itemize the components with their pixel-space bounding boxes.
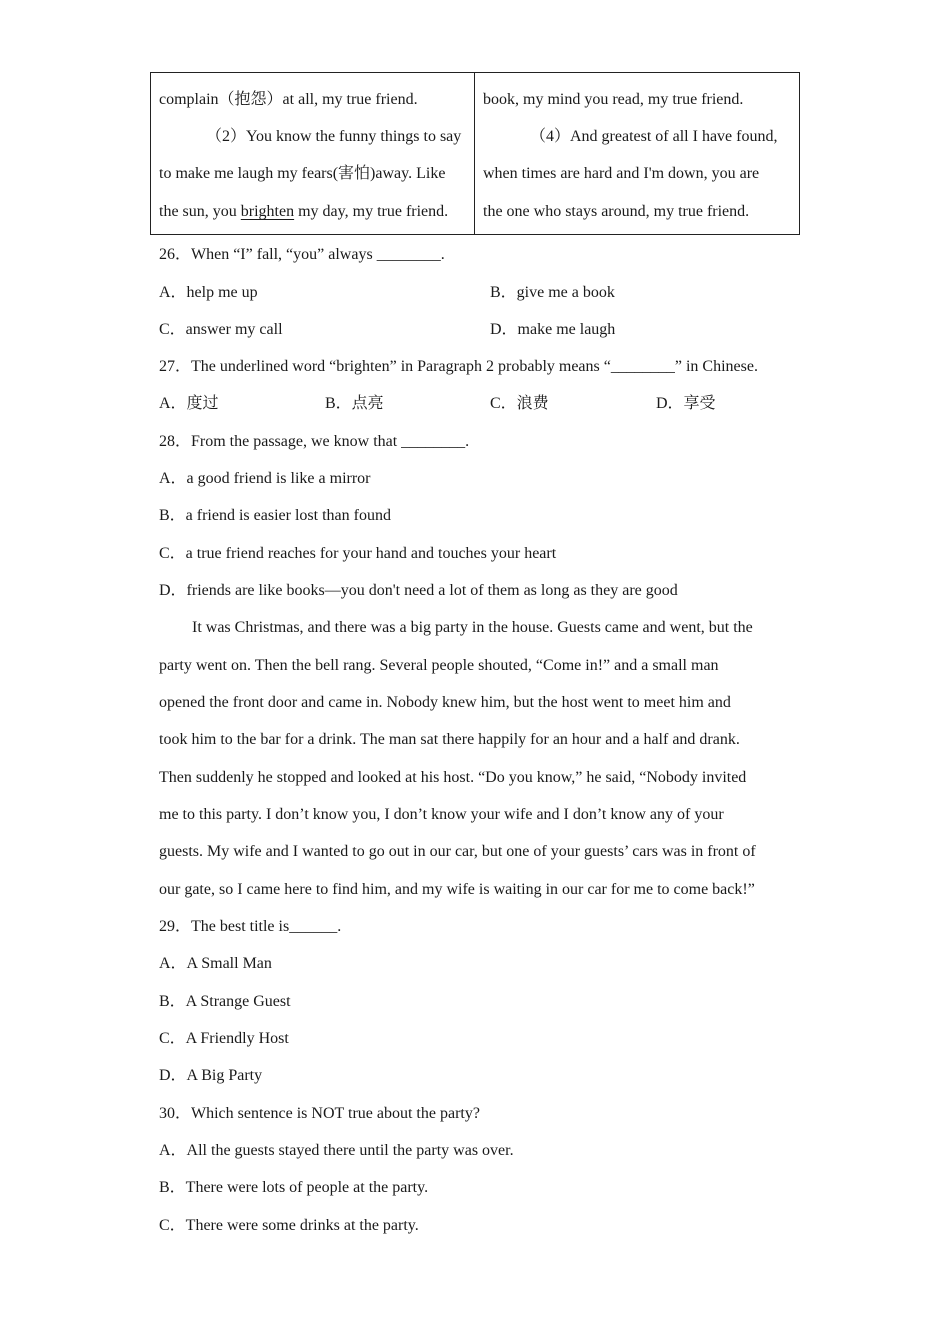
right-cell-line-2: （4）And greatest of all I have found,: [530, 128, 778, 145]
question-30-stem: 30．Which sentence is NOT true about the party?: [159, 1105, 480, 1122]
question-29-option-c: C．A Friendly Host: [159, 1030, 289, 1047]
question-26-stem: 26．When “I” fall, “you” always ________.: [159, 246, 445, 263]
question-30-option-c: C．There were some drinks at the party.: [159, 1217, 419, 1234]
passage-line-6: me to this party. I don’t know you, I don’t know your wife and I don’t know any of your: [159, 806, 724, 823]
question-27-option-a: A．度过: [159, 395, 219, 412]
question-26-option-c: C．answer my call: [159, 321, 283, 338]
question-28-option-b: B．a friend is easier lost than found: [159, 507, 391, 524]
question-29-option-d: D．A Big Party: [159, 1067, 263, 1084]
passage-line-2: party went on. Then the bell rang. Several people shouted, “Come in!” and a small man: [159, 657, 719, 674]
question-27-stem: 27．The underlined word “brighten” in Paragraph 2 probably means “________” in Chinese.: [159, 358, 758, 375]
poem-table: [150, 72, 800, 235]
question-27-option-b: B．点亮: [325, 395, 384, 412]
passage-line-8: our gate, so I came here to find him, and my wife is waiting in our car for me to come back!”: [159, 881, 755, 898]
question-30-option-b: B．There were lots of people at the party.: [159, 1179, 429, 1196]
question-29-stem: 29．The best title is______.: [159, 918, 342, 935]
left-cell-line-4: [159, 202, 448, 222]
passage-line-4: took him to the bar for a drink. The man sat there happily for an hour and a half and drank.: [159, 731, 740, 748]
left-cell-line-2: （2）You know the funny things to say: [206, 128, 462, 145]
question-29-option-a: A．A Small Man: [159, 955, 272, 972]
question-28-option-a: A．a good friend is like a mirror: [159, 470, 371, 487]
question-26-option-b: B．give me a book: [490, 284, 615, 301]
question-27-option-d: D．享受: [656, 395, 716, 412]
right-cell-line-3: when times are hard and I'm down, you are: [483, 165, 760, 182]
poem-table-left-cell: [151, 73, 475, 234]
passage-line-5: Then suddenly he stopped and looked at his host. “Do you know,” he said, “Nobody invited: [159, 769, 747, 786]
passage-line-7: guests. My wife and I wanted to go out in our car, but one of your guests’ cars was in front of: [159, 843, 756, 860]
question-28-stem: 28．From the passage, we know that ________.: [159, 433, 470, 450]
question-28-option-d: D．friends are like books—you don't need a lot of them as long as they are good: [159, 582, 678, 599]
question-29-option-b: B．A Strange Guest: [159, 993, 291, 1010]
question-27-option-c: C．浪费: [490, 395, 549, 412]
right-cell-line-4: the one who stays around, my true friend.: [483, 203, 750, 220]
poem-table-right-cell: [475, 73, 799, 234]
passage-line-3: opened the front door and came in. Nobody knew him, but the host went to meet him and: [159, 694, 731, 711]
underlined-word-brighten: brighten: [240, 203, 295, 220]
passage-line-1: It was Christmas, and there was a big party in the house. Guests came and went, but the: [192, 619, 753, 636]
question-26-option-d: D．make me laugh: [490, 321, 616, 338]
question-26-option-a: A．help me up: [159, 284, 258, 301]
question-30-option-a: A．All the guests stayed there until the party was over.: [159, 1142, 514, 1159]
left-cell-line-4-before: the sun, you: [159, 203, 241, 220]
left-cell-line-1: complain（抱怨）at all, my true friend.: [159, 91, 418, 108]
left-cell-line-4-after: my day, my true friend.: [294, 203, 449, 220]
left-cell-line-3: to make me laugh my fears(害怕)away. Like: [159, 165, 446, 182]
right-cell-line-1: book, my mind you read, my true friend.: [483, 91, 744, 108]
question-28-option-c: C．a true friend reaches for your hand and touches your heart: [159, 545, 557, 562]
